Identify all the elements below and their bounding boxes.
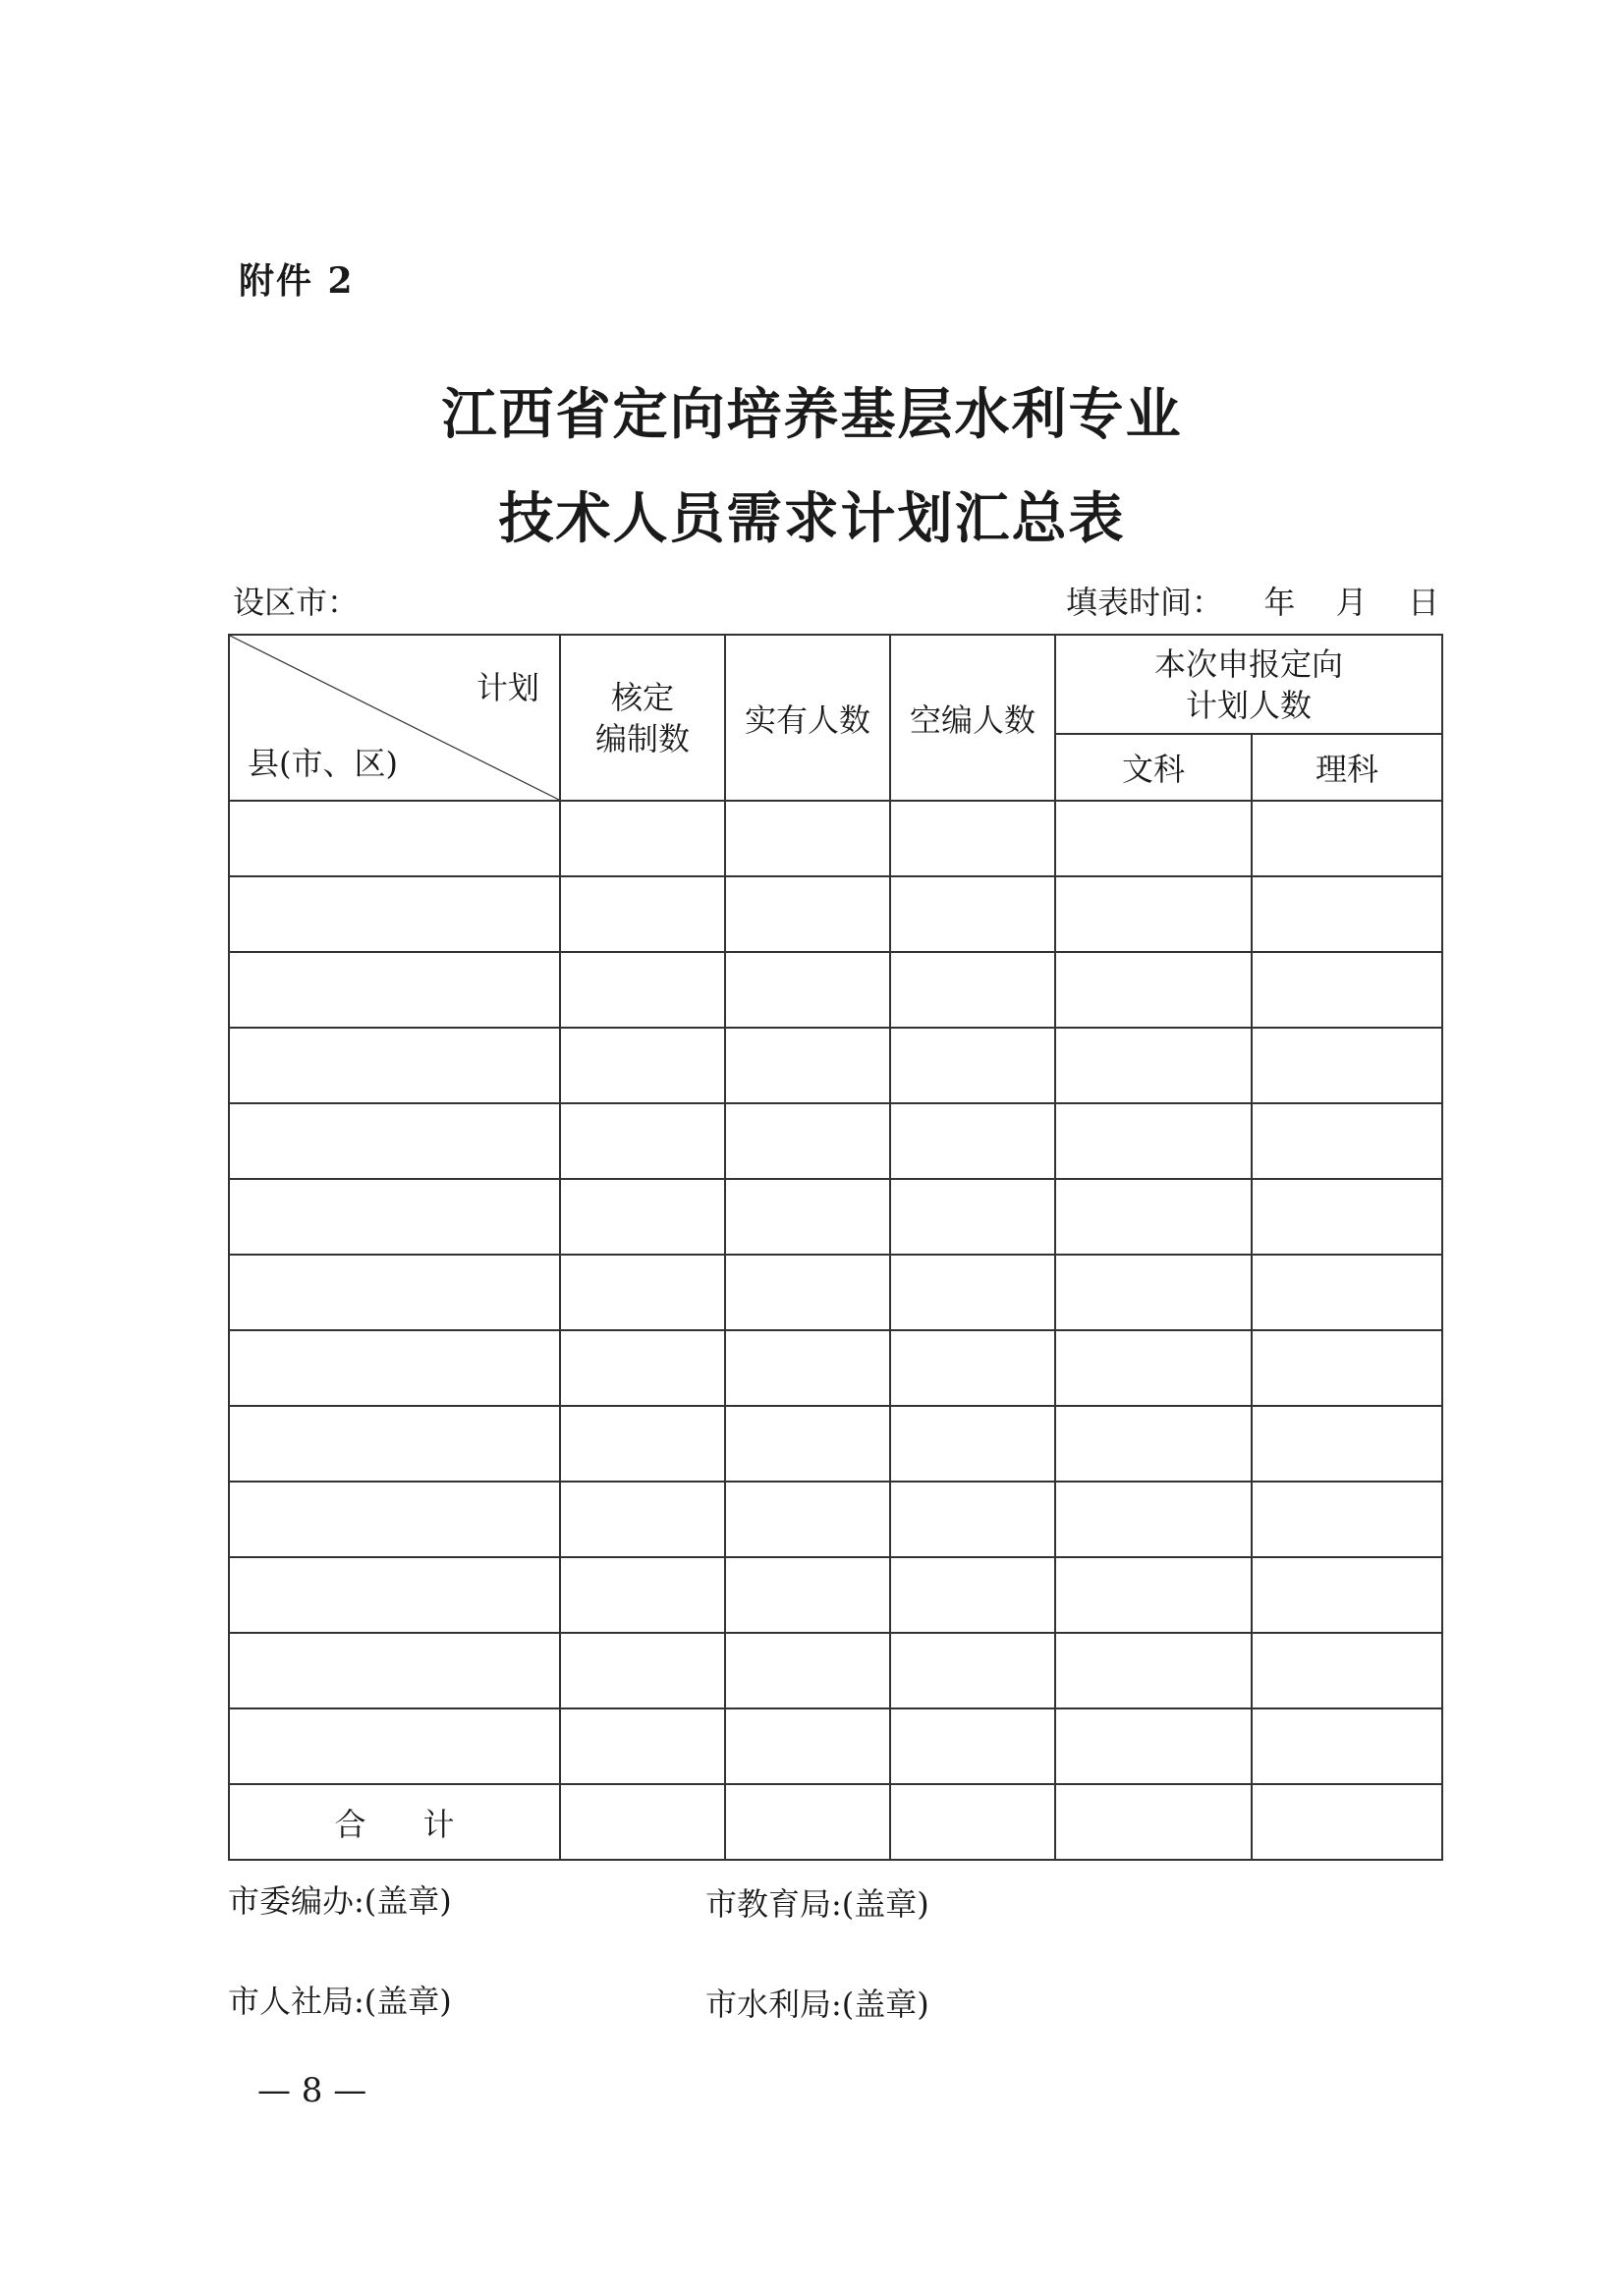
- cell-approved[interactable]: [560, 1028, 725, 1103]
- table-row: [229, 1482, 1442, 1557]
- cell-approved[interactable]: [560, 1708, 725, 1784]
- header-approved: [560, 635, 725, 801]
- cell-actual[interactable]: [725, 952, 890, 1028]
- city-label: 设区市：: [233, 584, 360, 621]
- header-row-1: [229, 635, 1442, 734]
- cell-arts[interactable]: [1055, 801, 1252, 876]
- cell-arts[interactable]: [1055, 1255, 1252, 1330]
- cell-approved[interactable]: [560, 1179, 725, 1255]
- plan-summary-table: [228, 634, 1443, 1861]
- cell-county[interactable]: [229, 1482, 560, 1557]
- fill-time: [1066, 578, 1439, 623]
- cell-science[interactable]: [1252, 952, 1442, 1028]
- attachment-label: 附件 2: [239, 260, 355, 302]
- table-row: [229, 1708, 1442, 1784]
- total-vacant[interactable]: [890, 1784, 1055, 1860]
- cell-county[interactable]: [229, 1633, 560, 1708]
- cell-county[interactable]: [229, 1406, 560, 1482]
- cell-vacant[interactable]: [890, 876, 1055, 952]
- header-plan: [1055, 635, 1442, 734]
- cell-approved[interactable]: [560, 1330, 725, 1406]
- cell-science[interactable]: [1252, 1482, 1442, 1557]
- cell-county[interactable]: [229, 801, 560, 876]
- table-row: [229, 1255, 1442, 1330]
- corner-header-cell: [229, 635, 560, 801]
- total-label-text: 合计: [334, 1805, 512, 1843]
- cell-science[interactable]: [1252, 876, 1442, 952]
- cell-science[interactable]: [1252, 1557, 1442, 1633]
- header-arts: 文科: [1055, 734, 1252, 801]
- page-number: — 8 —: [257, 2071, 367, 2110]
- cell-science[interactable]: [1252, 1633, 1442, 1708]
- cell-science[interactable]: [1252, 1028, 1442, 1103]
- cell-arts[interactable]: [1055, 1179, 1252, 1255]
- header-actual: 实有人数: [725, 635, 890, 801]
- cell-approved[interactable]: [560, 801, 725, 876]
- cell-arts[interactable]: [1055, 1330, 1252, 1406]
- cell-county[interactable]: [229, 1557, 560, 1633]
- cell-arts[interactable]: [1055, 1103, 1252, 1179]
- cell-actual[interactable]: [725, 1557, 890, 1633]
- cell-actual[interactable]: [725, 1406, 890, 1482]
- cell-arts[interactable]: [1055, 1482, 1252, 1557]
- header-vacant: 空编人数: [890, 635, 1055, 801]
- cell-vacant[interactable]: [890, 1255, 1055, 1330]
- cell-actual[interactable]: [725, 1708, 890, 1784]
- signature-hr: 市人社局:(盖章): [228, 1983, 452, 2020]
- cell-actual[interactable]: [725, 1255, 890, 1330]
- cell-county[interactable]: [229, 1255, 560, 1330]
- cell-actual[interactable]: [725, 1103, 890, 1179]
- cell-vacant[interactable]: [890, 1179, 1055, 1255]
- signature-education: 市教育局:(盖章): [705, 1885, 929, 1923]
- cell-approved[interactable]: [560, 1103, 725, 1179]
- table-row: [229, 1103, 1442, 1179]
- cell-vacant[interactable]: [890, 1103, 1055, 1179]
- table-row: [229, 1406, 1442, 1482]
- table-row: [229, 1557, 1442, 1633]
- cell-vacant[interactable]: [890, 952, 1055, 1028]
- signature-office: 市委编办:(盖章): [228, 1882, 452, 1920]
- cell-county[interactable]: [229, 876, 560, 952]
- cell-actual[interactable]: [725, 1330, 890, 1406]
- cell-actual[interactable]: [725, 1633, 890, 1708]
- fill-month: 月: [1335, 584, 1368, 621]
- cell-county[interactable]: [229, 1028, 560, 1103]
- fill-day: 日: [1407, 584, 1439, 621]
- total-science[interactable]: [1252, 1784, 1442, 1860]
- table-row: [229, 1633, 1442, 1708]
- cell-vacant[interactable]: [890, 1482, 1055, 1557]
- cell-vacant[interactable]: [890, 1633, 1055, 1708]
- table-row: [229, 1330, 1442, 1406]
- cell-science[interactable]: [1252, 1330, 1442, 1406]
- cell-approved[interactable]: [560, 876, 725, 952]
- total-row: [229, 1784, 1442, 1860]
- total-arts[interactable]: [1055, 1784, 1252, 1860]
- cell-county[interactable]: [229, 1708, 560, 1784]
- cell-actual[interactable]: [725, 1482, 890, 1557]
- cell-approved[interactable]: [560, 1482, 725, 1557]
- cell-science[interactable]: [1252, 1255, 1442, 1330]
- header-plan-line2: 计划人数: [1186, 686, 1313, 724]
- table-row: [229, 1028, 1442, 1103]
- cell-vacant[interactable]: [890, 1406, 1055, 1482]
- cell-approved[interactable]: [560, 1255, 725, 1330]
- cell-science[interactable]: [1252, 801, 1442, 876]
- cell-arts[interactable]: [1055, 1406, 1252, 1482]
- cell-actual[interactable]: [725, 1179, 890, 1255]
- table-row: [229, 876, 1442, 952]
- cell-county[interactable]: [229, 952, 560, 1028]
- cell-vacant[interactable]: [890, 1028, 1055, 1103]
- fill-time-label: 填表时间：: [1066, 584, 1224, 621]
- header-approved-line2: 编制数: [594, 719, 690, 757]
- cell-approved[interactable]: [560, 1406, 725, 1482]
- table-row: [229, 952, 1442, 1028]
- cell-vacant[interactable]: [890, 1330, 1055, 1406]
- cell-science[interactable]: [1252, 1406, 1442, 1482]
- total-actual[interactable]: [725, 1784, 890, 1860]
- total-label: [229, 1784, 560, 1860]
- cell-actual[interactable]: [725, 801, 890, 876]
- cell-vacant[interactable]: [890, 1557, 1055, 1633]
- cell-actual[interactable]: [725, 876, 890, 952]
- table-row: [229, 801, 1442, 876]
- cell-approved[interactable]: [560, 1557, 725, 1633]
- corner-county-label: 县(市、区): [248, 745, 398, 782]
- cell-county[interactable]: [229, 1103, 560, 1179]
- title-line-2: 技术人员需求计划汇总表: [498, 486, 1126, 551]
- cell-science[interactable]: [1252, 1708, 1442, 1784]
- cell-approved[interactable]: [560, 952, 725, 1028]
- cell-county[interactable]: [229, 1179, 560, 1255]
- cell-arts[interactable]: [1055, 1708, 1252, 1784]
- title-line-1: 江西省定向培养基层水利专业: [441, 382, 1183, 447]
- cell-science[interactable]: [1252, 1179, 1442, 1255]
- cell-actual[interactable]: [725, 1028, 890, 1103]
- fill-year: 年: [1263, 584, 1296, 621]
- cell-science[interactable]: [1252, 1103, 1442, 1179]
- signature-water: 市水利局:(盖章): [705, 1986, 929, 2023]
- cell-vacant[interactable]: [890, 801, 1055, 876]
- cell-arts[interactable]: [1055, 1028, 1252, 1103]
- cell-arts[interactable]: [1055, 952, 1252, 1028]
- table-row: [229, 1179, 1442, 1255]
- header-approved-line1: 核定: [610, 678, 674, 716]
- cell-vacant[interactable]: [890, 1708, 1055, 1784]
- cell-county[interactable]: [229, 1330, 560, 1406]
- total-approved[interactable]: [560, 1784, 725, 1860]
- cell-approved[interactable]: [560, 1633, 725, 1708]
- header-science: 理科: [1252, 734, 1442, 801]
- cell-arts[interactable]: [1055, 1633, 1252, 1708]
- corner-plan-label: 计划: [476, 669, 539, 706]
- cell-arts[interactable]: [1055, 1557, 1252, 1633]
- header-plan-line1: 本次申报定向: [1154, 644, 1344, 683]
- cell-arts[interactable]: [1055, 876, 1252, 952]
